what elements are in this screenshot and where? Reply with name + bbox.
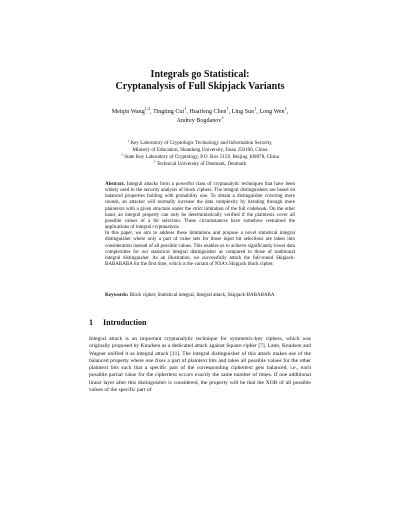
author-name: Long Wen [259,109,285,115]
affiliation-mark: 3 [153,159,156,164]
abstract [105,182,295,268]
author [231,105,260,115]
author-separator: , [256,109,260,115]
affiliation-text: Technical University of Denmark, Denmark [156,160,247,167]
author [176,114,224,124]
author-affiliation-mark: 1 [226,105,229,111]
affiliation-line [50,140,350,147]
author-separator: , [286,109,289,115]
author [111,105,154,115]
abstract-text: Integral attacks form a powerful class of cryptanalytic techniques that have been widely used in the security analysis of block ciphers. The integral distinguishers are based on balanced properties holding with probability one. To obtain a distinguisher covering more rounds, an attacker will normally increase the data complexity by iterating through more plaintexts with a given structure under the strict limitation of the full codebook. On the other hand, an integral property can only be deterministically verified if the plaintexts cover all possible values of a bit selection. These circumstances have somehow restrained the applications of integral cryptanalysis. [105,182,296,231]
introduction-body [89,336,311,394]
section-title: Introduction [103,318,147,327]
author-affiliation-mark: 1 [184,105,187,111]
author-affiliation-mark: 1,2 [144,105,151,111]
author-name: Meiqin Wang [111,109,145,115]
author-affiliation-mark: 1 [284,105,287,111]
author [189,105,232,115]
abstract-paragraph [105,182,295,231]
affiliation-text: Ministry of Education, Shandong University, Jinan 250100, China [132,146,268,153]
affiliation-list [50,140,350,168]
author-name: Ling Sun [231,109,255,115]
affiliation-line [50,161,350,168]
author-separator: , [228,109,232,115]
affiliation-text: Key Laboratory of Cryptologic Technology and Information Security, [130,140,273,146]
intro-text: Integral attack is an important cryptanalytic technique for symmetric-key ciphers, which was originally proposed by Knudsen as a dedicated attack against Square cipher [7]. Later, Knudsen and Wagner unified it as integral attack [11]. The integral distinguisher of this attack makes use of the balanced property where one fixes a part of plaintext bits and takes all possible values for the other plaintext bits such that a specific part of the corresponding ciphertext gets balanced, i.e., each possible partial value for the ciphertext occurs exactly the same number of times. If one additional linear layer after this distinguisher is considered, the property will be that the XOR of all possible values of the specific part of [89,336,311,394]
keywords-text: Block cipher, Statistical integral, Integral attack, Skipjack-BABABABA [129,293,275,298]
author [153,105,190,115]
author-list [60,105,340,125]
paper-title-line-2: Cryptanalysis of Full Skipjack Variants [115,81,285,92]
abstract-text: In this paper, we aim to address these limitations and propose a novel statistical integral distinguisher where only a part of value sets for those input bit selections are taken into consideration instead of all possible values. This enables us to achieve significantly lower data complexities for our statistical integral distinguisher as compared to those of traditional integral distinguisher. As an illustration, we successfully attack the full-round Skipjack-BABABABA for the first time, which is the variant of NSA's Skipjack block cipher. [105,231,295,268]
author-name: Andrey Bogdanov [176,117,222,124]
paper-title-line-1: Integrals go Statistical: [150,69,250,80]
author-separator: , [186,109,190,115]
abstract-label: Abstract. [105,182,125,187]
keywords-label: Keywords: [105,293,129,298]
affiliation-mark: 1 [127,138,130,143]
author-name: Huaifeng Chen [189,109,227,115]
intro-paragraph [89,336,311,394]
author-affiliation-mark: 3 [221,114,224,120]
affiliation-mark: 2 [121,152,123,157]
section-number: 1 [89,318,93,327]
author [259,105,289,115]
keywords [105,293,295,299]
author-affiliation-mark: 1 [254,105,257,111]
author-separator: , [150,109,154,115]
abstract-paragraph [105,231,295,268]
section-heading [89,318,146,328]
affiliation-text: State Key Laboratory of Cryptology, P.O. Box 5159, Beijing 100878, China [124,153,279,160]
author-name: Tingting Cui [153,109,185,115]
